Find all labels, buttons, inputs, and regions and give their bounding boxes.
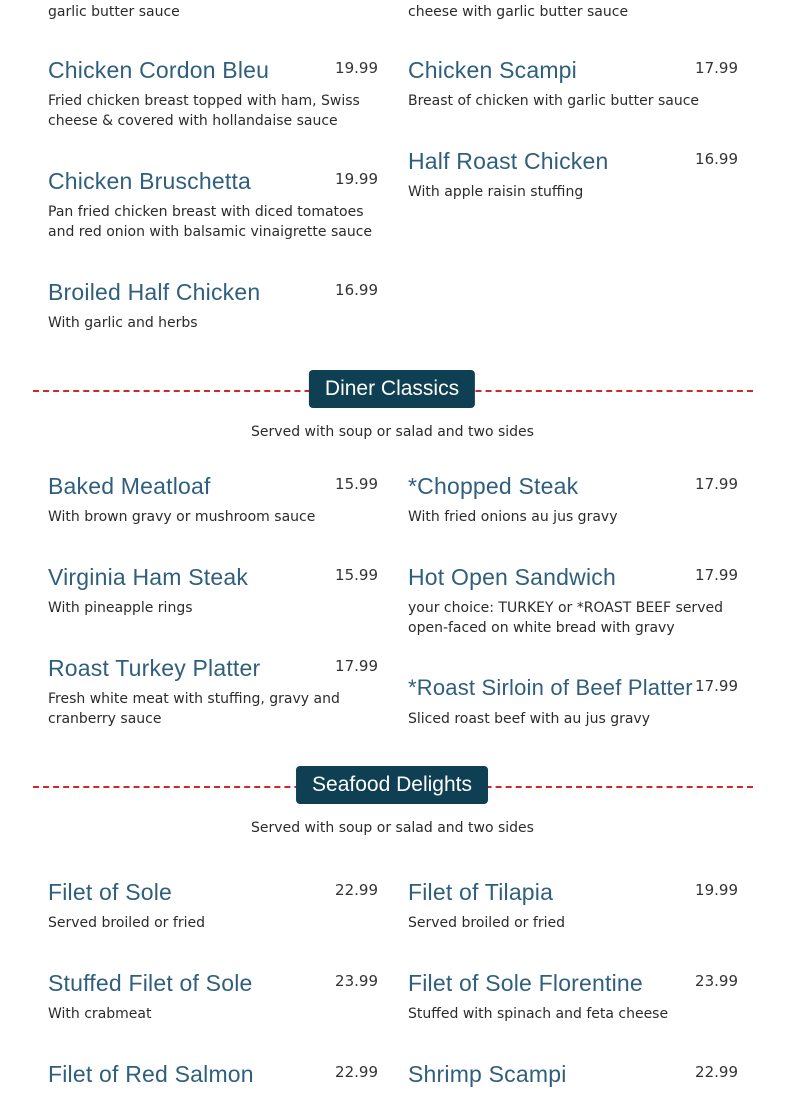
item-name: Shrimp Scampi bbox=[408, 1061, 567, 1087]
item-description: With fried onions au jus gravy bbox=[408, 509, 618, 525]
menu-item bbox=[48, 277, 378, 333]
menu-item bbox=[48, 471, 378, 527]
item-description: Served broiled or fried bbox=[48, 915, 205, 931]
item-price: 19.99 bbox=[335, 170, 378, 188]
menu-item bbox=[408, 146, 738, 202]
menu-item bbox=[408, 877, 738, 933]
item-name: Virginia Ham Steak bbox=[48, 564, 249, 590]
item-price: 15.99 bbox=[335, 475, 378, 493]
menu-item bbox=[48, 877, 378, 933]
section-subtitle: Served with soup or salad and two sides bbox=[251, 820, 534, 836]
fragment-left: garlic butter sauce bbox=[48, 4, 180, 20]
menu-item bbox=[408, 1059, 738, 1089]
menu-item bbox=[48, 55, 378, 131]
menu-item bbox=[48, 968, 378, 1024]
menu-item bbox=[408, 55, 738, 111]
item-price: 17.99 bbox=[695, 566, 738, 584]
item-name: *Roast Sirloin of Beef Platter bbox=[408, 675, 693, 700]
item-price: 15.99 bbox=[335, 566, 378, 584]
item-description: Stuffed with spinach and feta cheese bbox=[408, 1006, 669, 1022]
item-price: 19.99 bbox=[335, 59, 378, 77]
item-price: 23.99 bbox=[695, 972, 738, 990]
item-name: Filet of Sole bbox=[48, 879, 173, 905]
item-price: 17.99 bbox=[695, 677, 738, 695]
item-name: Half Roast Chicken bbox=[408, 148, 609, 174]
item-name: Filet of Red Salmon bbox=[48, 1061, 254, 1087]
fragment-right: cheese with garlic butter sauce bbox=[408, 4, 629, 20]
section-title: Seafood Delights bbox=[296, 766, 488, 804]
item-price: 17.99 bbox=[695, 59, 738, 77]
item-name: Baked Meatloaf bbox=[48, 473, 211, 499]
item-price: 16.99 bbox=[335, 281, 378, 299]
item-price: 22.99 bbox=[335, 1063, 378, 1081]
menu-item bbox=[408, 673, 738, 729]
item-description: Breast of chicken with garlic butter sauce bbox=[408, 93, 700, 109]
item-description: your choice: TURKEY or *ROAST BEEF served open-faced on white bread with gravy bbox=[408, 600, 723, 636]
item-description: Served broiled or fried bbox=[408, 915, 565, 931]
item-name: Filet of Sole Florentine bbox=[408, 970, 643, 996]
item-price: 23.99 bbox=[335, 972, 378, 990]
item-name: *Chopped Steak bbox=[408, 473, 579, 499]
item-price: 17.99 bbox=[335, 657, 378, 675]
item-name: Hot Open Sandwich bbox=[408, 564, 616, 590]
menu-item bbox=[48, 1059, 378, 1089]
item-name: Chicken Scampi bbox=[408, 57, 577, 83]
item-price: 17.99 bbox=[695, 475, 738, 493]
item-description: With pineapple rings bbox=[48, 600, 193, 616]
item-name: Filet of Tilapia bbox=[408, 879, 554, 905]
item-description: With apple raisin stuffing bbox=[408, 184, 584, 200]
item-description: Pan fried chicken breast with diced tomatoes and red onion with balsamic vinaigrette sauce bbox=[48, 204, 373, 240]
item-description: Fresh white meat with stuffing, gravy and cranberry sauce bbox=[48, 691, 340, 727]
item-description: With garlic and herbs bbox=[48, 315, 198, 331]
menu-item bbox=[408, 471, 738, 527]
section-subtitle: Served with soup or salad and two sides bbox=[251, 424, 534, 440]
menu-item bbox=[408, 968, 738, 1024]
section-title: Diner Classics bbox=[309, 370, 475, 408]
item-name: Roast Turkey Platter bbox=[48, 655, 261, 681]
menu-item bbox=[48, 653, 378, 729]
item-name: Chicken Bruschetta bbox=[48, 168, 252, 194]
item-name: Chicken Cordon Bleu bbox=[48, 57, 270, 83]
item-name: Stuffed Filet of Sole bbox=[48, 970, 253, 996]
item-description: Sliced roast beef with au jus gravy bbox=[408, 711, 650, 727]
menu-item bbox=[408, 562, 738, 638]
item-price: 22.99 bbox=[335, 881, 378, 899]
menu-item bbox=[48, 562, 378, 618]
item-description: Fried chicken breast topped with ham, Swiss cheese & covered with hollandaise sauce bbox=[48, 93, 360, 129]
menu-item bbox=[48, 166, 378, 242]
item-description: With crabmeat bbox=[48, 1006, 152, 1022]
item-price: 16.99 bbox=[695, 150, 738, 168]
item-description: With brown gravy or mushroom sauce bbox=[48, 509, 316, 525]
item-price: 22.99 bbox=[695, 1063, 738, 1081]
item-name: Broiled Half Chicken bbox=[48, 279, 261, 305]
item-price: 19.99 bbox=[695, 881, 738, 899]
